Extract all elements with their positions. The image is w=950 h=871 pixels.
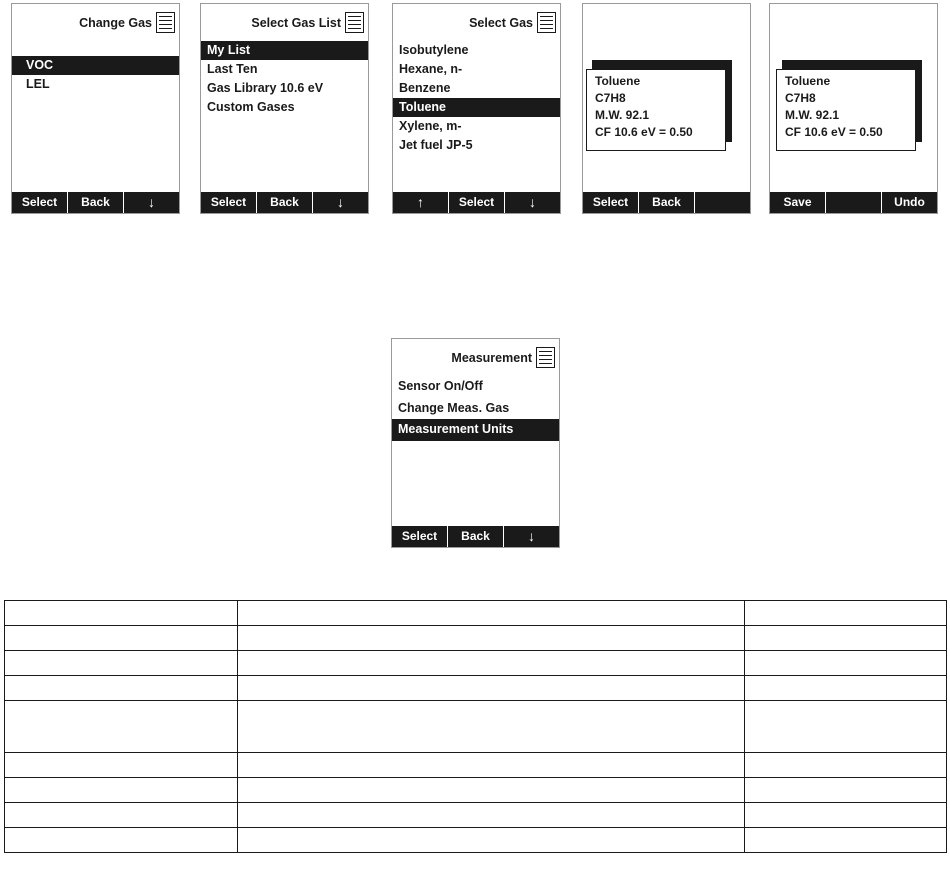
select-softkey[interactable]: Select	[21, 195, 58, 209]
table-cell	[5, 676, 238, 701]
table-cell	[745, 601, 947, 626]
table-cell	[745, 803, 947, 828]
table-cell	[237, 676, 744, 701]
softkey-bar	[201, 192, 368, 213]
menu-list-icon	[536, 347, 555, 368]
table-body	[5, 601, 947, 853]
back-softkey[interactable]: Back	[256, 192, 312, 213]
list-item-measurement-units[interactable]: Measurement Units	[392, 419, 559, 441]
table-cell	[745, 651, 947, 676]
select-softkey[interactable]: Select	[210, 195, 247, 209]
gas-library-list	[393, 41, 560, 155]
gas-info-popup	[586, 69, 726, 151]
screen-title-text: Change Gas	[79, 15, 152, 30]
undo-softkey[interactable]: Undo	[881, 192, 937, 213]
table-row	[5, 651, 947, 676]
menu-list-icon	[537, 12, 556, 33]
screen-title-text: Select Gas	[469, 15, 533, 30]
screen-title-text: Select Gas List	[251, 15, 341, 30]
table-cell	[237, 651, 744, 676]
select-softkey[interactable]: Select	[401, 529, 438, 543]
gas-correction-factor: CF 10.6 eV = 0.50	[595, 125, 693, 139]
softkey-bar	[12, 192, 179, 213]
table-cell	[5, 753, 238, 778]
list-item-benzene[interactable]: Benzene	[399, 81, 451, 95]
down-arrow-softkey[interactable]: ↓	[503, 526, 559, 547]
menu-list-icon	[345, 12, 364, 33]
select-gas-list-screen	[200, 3, 369, 214]
table-cell	[5, 626, 238, 651]
select-softkey[interactable]: Select	[592, 195, 629, 209]
back-softkey[interactable]: Back	[447, 526, 503, 547]
blank-softkey	[694, 192, 750, 213]
table-cell	[745, 701, 947, 753]
table-cell	[237, 803, 744, 828]
list-item-xylene[interactable]: Xylene, m-	[399, 119, 462, 133]
table-row	[5, 778, 947, 803]
list-item-isobutylene[interactable]: Isobutylene	[399, 43, 469, 57]
list-item-gas-library[interactable]: Gas Library 10.6 eV	[207, 81, 324, 95]
list-item-toluene[interactable]: Toluene	[393, 98, 560, 117]
table-row	[5, 803, 947, 828]
down-arrow-softkey[interactable]: ↓	[123, 192, 179, 213]
gas-info-popup	[776, 69, 916, 151]
list-item-lel[interactable]: LEL	[26, 77, 50, 91]
table-cell	[5, 803, 238, 828]
gas-name: Toluene	[595, 74, 641, 88]
table-cell	[237, 753, 744, 778]
screen-title-text: Measurement	[451, 350, 532, 365]
list-item-hexane[interactable]: Hexane, n-	[399, 62, 463, 76]
blank-softkey	[825, 192, 881, 213]
change-gas-screen	[11, 3, 180, 214]
gas-molecular-weight: M.W. 92.1	[595, 108, 650, 122]
softkey-bar	[583, 192, 750, 213]
list-item-change-meas-gas[interactable]: Change Meas. Gas	[398, 400, 510, 415]
table-cell	[5, 601, 238, 626]
table-cell	[5, 778, 238, 803]
table-row	[5, 701, 947, 753]
gas-correction-factor: CF 10.6 eV = 0.50	[785, 125, 883, 139]
table-row	[5, 626, 947, 651]
softkey-bar	[770, 192, 937, 213]
screen-title	[451, 347, 555, 368]
table-row	[5, 753, 947, 778]
table-cell	[745, 778, 947, 803]
menu-list-icon	[156, 12, 175, 33]
table-cell	[745, 828, 947, 853]
gas-list-options	[201, 41, 368, 117]
table-cell	[237, 701, 744, 753]
up-arrow-softkey[interactable]: ↑	[417, 194, 424, 210]
gas-save-screen	[769, 3, 938, 214]
table-cell	[237, 626, 744, 651]
list-item-custom-gases[interactable]: Custom Gases	[207, 100, 295, 114]
table-cell	[5, 651, 238, 676]
gas-name: Toluene	[785, 74, 831, 88]
table-cell	[237, 601, 744, 626]
screen-title	[469, 12, 556, 33]
gas-formula: C7H8	[785, 91, 816, 105]
screen-title	[251, 12, 364, 33]
down-arrow-softkey[interactable]: ↓	[312, 192, 368, 213]
table-cell	[745, 676, 947, 701]
softkey-bar	[392, 526, 559, 547]
gas-formula: C7H8	[595, 91, 626, 105]
gas-info-screen	[582, 3, 751, 214]
table-cell	[5, 828, 238, 853]
table-cell	[237, 778, 744, 803]
table-cell	[745, 753, 947, 778]
measurement-screen	[391, 338, 560, 548]
gas-type-list	[12, 56, 179, 94]
table-cell	[5, 701, 238, 753]
back-softkey[interactable]: Back	[67, 192, 123, 213]
list-item-voc[interactable]: VOC	[12, 56, 179, 75]
back-softkey[interactable]: Back	[638, 192, 694, 213]
screen-title	[79, 12, 175, 33]
list-item-jet-fuel[interactable]: Jet fuel JP-5	[399, 138, 473, 152]
table-row	[5, 828, 947, 853]
list-item-my-list[interactable]: My List	[201, 41, 368, 60]
gas-molecular-weight: M.W. 92.1	[785, 108, 840, 122]
table-cell	[745, 626, 947, 651]
blank-table	[4, 600, 947, 853]
down-arrow-softkey[interactable]: ↓	[504, 192, 560, 213]
list-item-last-ten[interactable]: Last Ten	[207, 62, 258, 76]
select-gas-screen	[392, 3, 561, 214]
measurement-options-list	[392, 376, 559, 441]
table-row	[5, 676, 947, 701]
select-softkey[interactable]: Select	[448, 192, 504, 213]
list-item-sensor-on-off[interactable]: Sensor On/Off	[398, 379, 483, 393]
table-row	[5, 601, 947, 626]
table-cell	[237, 828, 744, 853]
softkey-bar	[393, 192, 560, 213]
save-softkey[interactable]: Save	[783, 195, 812, 209]
